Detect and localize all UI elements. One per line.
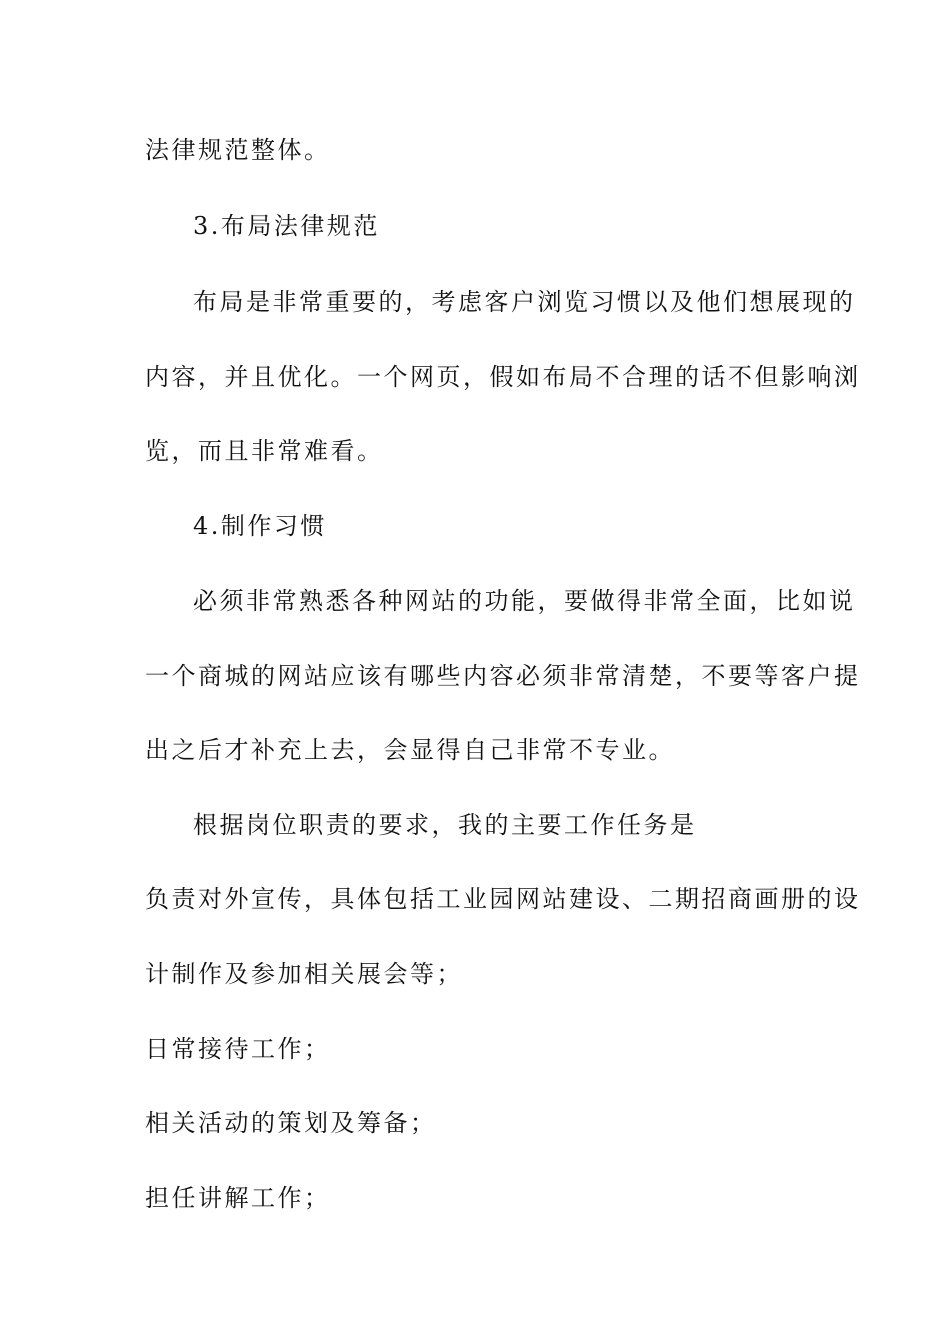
text-line: 览，而且非常难看。 (145, 437, 384, 465)
text-line: 必须非常熟悉各种网站的功能，要做得非常全面，比如说 (193, 587, 856, 615)
text-line: 布局是非常重要的，考虑客户浏览习惯以及他们想展现的 (193, 288, 856, 316)
text-line: 一个商城的网站应该有哪些内容必须非常清楚，不要等客户提 (145, 662, 861, 690)
text-line: 担任讲解工作； (145, 1184, 331, 1212)
text-line: 内容，并且优化。一个网页，假如布局不合理的话不但影响浏 (145, 363, 861, 391)
section-heading: 3.布局法律规范 (193, 212, 380, 240)
text-line: 相关活动的策划及筹备； (145, 1109, 437, 1137)
text-line: 负责对外宣传，具体包括工业园网站建设、二期招商画册的设 (145, 885, 861, 913)
text-line: 根据岗位职责的要求，我的主要工作任务是 (193, 811, 697, 839)
text-line: 日常接待工作； (145, 1035, 331, 1063)
section-heading: 4.制作习惯 (193, 512, 327, 540)
text-line: 计制作及参加相关展会等； (145, 960, 463, 988)
text-line: 法律规范整体。 (145, 136, 331, 164)
text-line: 出之后才补充上去，会显得自己非常不专业。 (145, 736, 675, 764)
